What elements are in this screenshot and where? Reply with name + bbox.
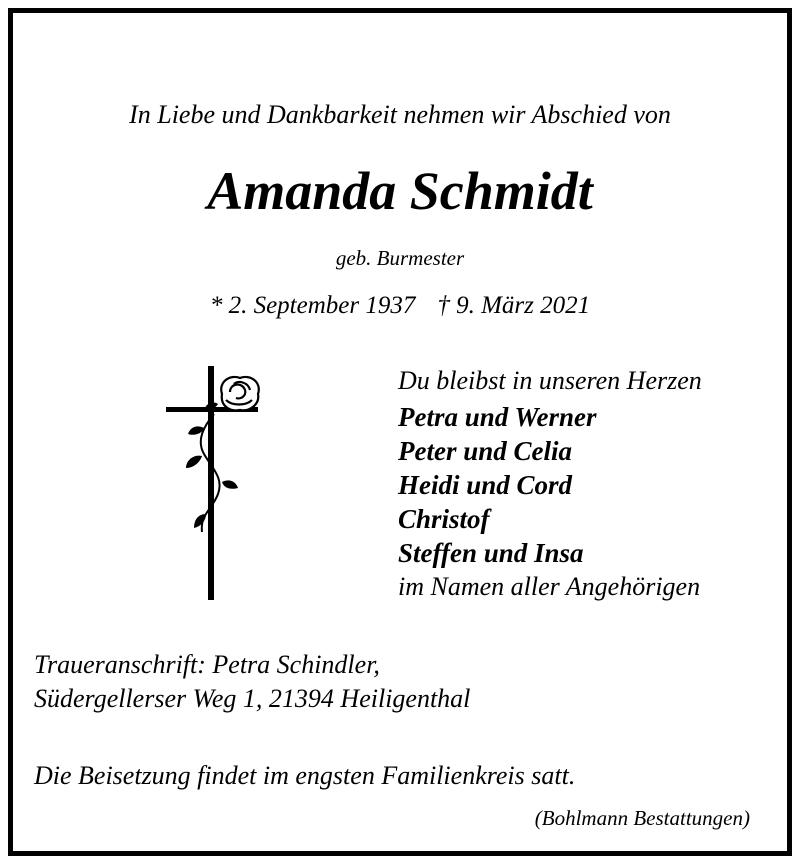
deceased-name: Amanda Schmidt (207, 161, 593, 221)
mourner: Steffen und Insa (398, 538, 584, 568)
intro-text: In Liebe und Dankbarkeit nehmen wir Abschied von (129, 100, 671, 129)
mourner: Peter und Celia (398, 436, 572, 466)
mourner: Petra und Werner (398, 402, 597, 432)
birth-date: * 2. September 1937 (209, 292, 416, 319)
mourner: Heidi und Cord (398, 470, 573, 500)
address-line-1: Traueranschrift: Petra Schindler, (34, 650, 380, 679)
mourners-block (398, 364, 702, 604)
mourning-address (34, 648, 470, 716)
maiden-name: geb. Burmester (335, 246, 465, 270)
motto: Du bleibst in unseren Herzen (398, 366, 702, 395)
death-date: † 9. März 2021 (437, 292, 591, 319)
life-dates (0, 292, 800, 320)
closing-line: im Namen aller Angehörigen (398, 572, 701, 601)
cross-with-rose-icon (160, 364, 280, 608)
undertaker: (Bohlmann Bestattungen) (534, 806, 750, 830)
funeral-note: Die Beisetzung findet im engsten Familienkreis satt. (34, 761, 576, 790)
address-line-2: Südergellerser Weg 1, 21394 Heiligenthal (34, 684, 471, 713)
mourner: Christof (398, 504, 490, 534)
